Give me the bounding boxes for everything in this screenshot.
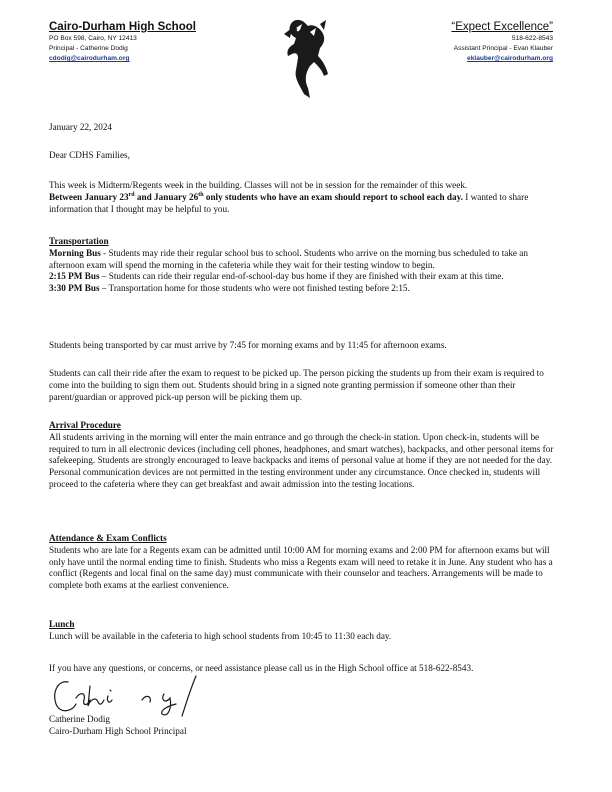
morning-bus-text: - Students may ride their regular school bus to school. Students who arrive on the morning bus scheduled to take an afternoon exam will spend the morning in the cafeteria while they wait for their testing window to begin. [49,247,528,270]
attendance-heading: Attendance & Exam Conflicts [49,533,167,543]
letterhead-left [49,20,196,64]
assistant-email-link[interactable]: eklauber@cairodurham.org [467,55,553,62]
intro-paragraph [49,180,563,215]
transportation-section [49,236,563,295]
pickup-paragraph: Students can call their ride after the exam to request to be picked up. The person picking the students up from their exam is required to come into the building to sign them out. Students should bring in a signed note granting permission if someone other than their parent/guardian or approved pick-up person will be picking them up. [49,368,544,402]
lunch-section [49,619,563,643]
intro-dates-a: Between January 23 [49,191,129,202]
principal-email-link[interactable]: cdodig@cairodurham.org [49,55,130,62]
bus-330-text: – Transportation home for those students who were not finished testing before 2:15. [99,283,410,294]
intro-tail: I wanted to share information that I thought may be helpful to you. [49,191,529,214]
bus-330-item [49,283,563,295]
lunch-heading: Lunch [49,619,75,629]
letterhead-right [451,20,553,64]
arrival-text: All students arriving in the morning will enter the main entrance and go through the check-in station. Upon check-in, students will be required to turn in all electronic devices (including cell phones, headphones, and smart watches), backpacks, and other personal items for safekeeping. Students are strongly encouraged to leave backpacks and items of personal value at home if they are not needed for the day. Personal communication devices are not permitted in the testing environment under any circumstance. Once checked in, students will proceed to the cafeteria where they can get breakfast and await admission into the testing locations. [49,431,554,489]
intro-sentence: This week is Midterm/Regents week in the building. Classes will not be in session for the remainder of this week. [49,180,468,190]
bus-215-label: 2:15 PM Bus [49,271,100,282]
closing-paragraph: If you have any questions, or concerns, or need assistance please call us in the High School office at 518-622-8543. [49,663,474,673]
signatory-name: Catherine Dodig [49,714,110,724]
school-address: PO Box 598, Cairo, NY 12413 [49,35,137,42]
school-name: Cairo-Durham High School [49,21,196,33]
arrival-section [49,420,563,491]
bus-330-label: 3:30 PM Bus [49,283,100,294]
motto: “Expect Excellence” [451,21,553,33]
school-phone: 518-622-8543 [511,35,553,42]
bus-215-text: – Students can ride their regular end-of-school-day bus home if they are finished with their exam at this time. [99,271,504,282]
attendance-text: Students who are late for a Regents exam can be admitted until 10:00 AM for morning exams and 2:00 PM for afternoon exams but will only have until the normal ending time to finish. Students who miss a Regents exam will need to retake it in June. Any student who has a conflict (Regents and local final on the same day) must communicate with their counselor and teachers. Arrangements will be made to complete both exams at the earliest convenience. [49,544,553,591]
attendance-section [49,533,563,592]
morning-bus-item [49,248,563,272]
morning-bus-label: Morning Bus [49,247,101,258]
horse-mascot-logo [274,14,336,100]
salutation: Dear CDHS Families, [49,150,130,160]
car-arrival-paragraph: Students being transported by car must arrive by 7:45 for morning exams and by 11:45 for afternoon exams. [49,340,447,350]
signature-block [49,714,563,738]
assistant-principal-line: Assistant Principal - Evan Klauber [453,45,553,52]
transportation-heading: Transportation [49,236,109,246]
lunch-text: Lunch will be available in the cafeteria to high school students from 10:45 to 11:30 each day. [49,630,392,641]
letter-date: January 22, 2024 [49,122,113,132]
intro-dates-b: and January 26 [134,191,199,202]
intro-sup-a: rd [128,191,135,198]
letterhead [0,0,612,110]
intro-dates-c: only students who have an exam should report to school each day. [203,191,463,202]
principal-line: Principal - Catherine Dodig [49,45,128,52]
arrival-heading: Arrival Procedure [49,420,121,430]
bus-215-item [49,271,563,283]
intro-sup-b: th [198,191,204,198]
signatory-title: Cairo-Durham High School Principal [49,725,187,736]
handwritten-signature [46,670,216,720]
